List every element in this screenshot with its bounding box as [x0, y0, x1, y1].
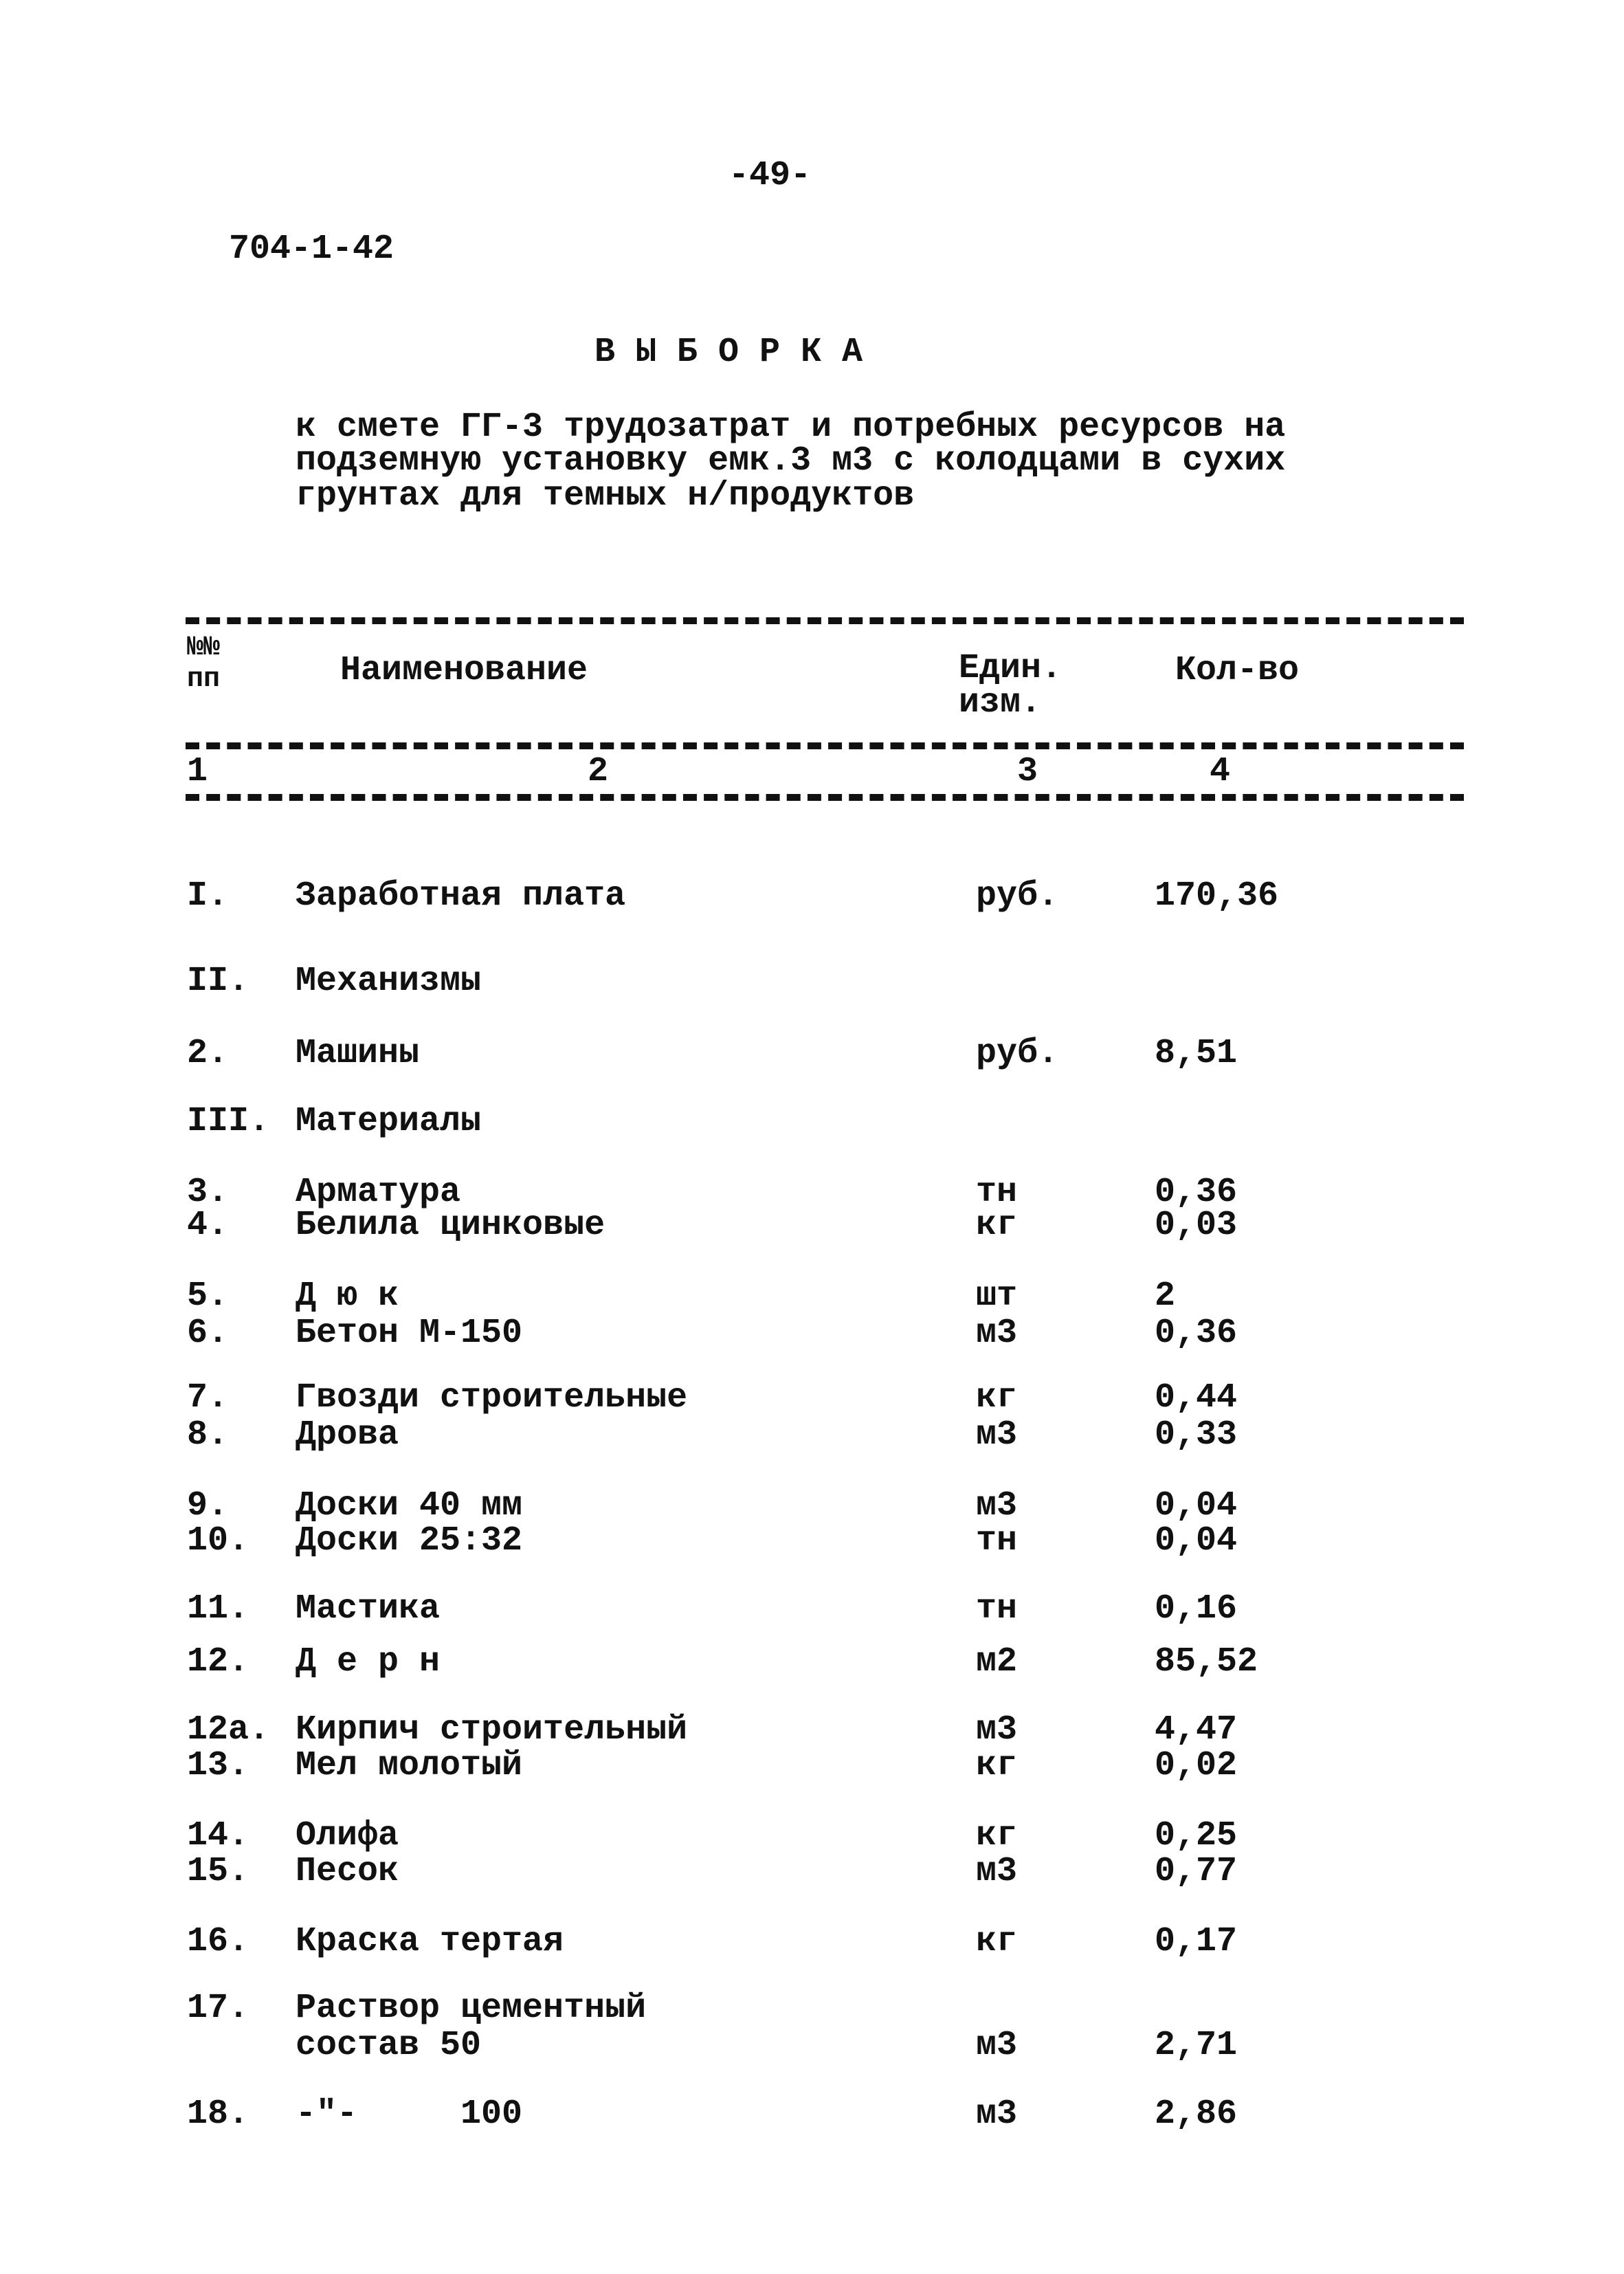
- row-number: 4.: [187, 1206, 229, 1245]
- header-num: №№ пп: [187, 632, 221, 695]
- item-name: Мел молотый: [296, 1746, 523, 1785]
- unit: м3: [976, 1486, 1018, 1525]
- quantity: 2: [1155, 1277, 1176, 1316]
- unit: м3: [976, 1314, 1018, 1353]
- item-name: Бетон М-150: [296, 1314, 523, 1353]
- header-unit: Един. изм.: [959, 649, 1063, 722]
- row-number: 17.: [187, 1989, 249, 2028]
- page-title: В Ы Б О Р К А: [594, 333, 863, 372]
- quantity: 2,71: [1155, 2026, 1238, 2065]
- header-qty: Кол-во: [1175, 651, 1300, 690]
- item-name: Кирпич строительный: [296, 1710, 688, 1749]
- quantity: 4,47: [1155, 1710, 1238, 1749]
- row-number: 3.: [187, 1173, 229, 1212]
- row-number: 6.: [187, 1314, 229, 1353]
- quantity: 8,51: [1155, 1034, 1238, 1073]
- row-number: 10.: [187, 1521, 249, 1560]
- item-name: Дрова: [296, 1415, 399, 1455]
- row-number: 16.: [187, 1922, 249, 1961]
- quantity: 0,36: [1155, 1173, 1238, 1212]
- item-name: Раствор цементный: [296, 1989, 647, 2028]
- quantity: 0,25: [1155, 1816, 1238, 1855]
- quantity: 0,33: [1155, 1415, 1238, 1455]
- quantity: 0,04: [1155, 1521, 1238, 1560]
- unit: м3: [976, 2026, 1018, 2065]
- quantity: 0,04: [1155, 1486, 1238, 1525]
- row-number: 12.: [187, 1642, 249, 1681]
- subtitle-line: грунтах для темных н/продуктов: [296, 476, 915, 516]
- row-number: II.: [187, 962, 249, 1001]
- item-name: Доски 40 мм: [296, 1486, 523, 1525]
- quantity: 0,16: [1155, 1589, 1238, 1629]
- subtitle-line: подземную установку емк.3 м3 с колодцами в сухих: [296, 441, 1286, 481]
- row-number: 15.: [187, 1852, 249, 1891]
- item-name: Д ю к: [296, 1277, 399, 1316]
- quantity: 170,36: [1155, 876, 1279, 916]
- item-name: Д е р н: [296, 1642, 441, 1681]
- unit: кг: [976, 1746, 1018, 1785]
- item-name: Олифа: [296, 1816, 399, 1855]
- col-number: 4: [1210, 752, 1231, 791]
- unit: шт: [976, 1277, 1018, 1316]
- page-number: -49-: [728, 156, 812, 195]
- item-name-continued: состав 50: [296, 2026, 482, 2065]
- row-number: 9.: [187, 1486, 229, 1525]
- quantity: 0,36: [1155, 1314, 1238, 1353]
- unit: м2: [976, 1642, 1018, 1681]
- item-name: Материалы: [296, 1102, 482, 1141]
- document-code: 704-1-42: [229, 230, 394, 269]
- unit: кг: [976, 1378, 1018, 1417]
- col-number: 2: [588, 752, 609, 791]
- row-number: 11.: [187, 1589, 249, 1629]
- header-name: Наименование: [340, 651, 588, 690]
- unit: м3: [976, 1852, 1018, 1891]
- unit: руб.: [976, 876, 1059, 916]
- quantity: 0,44: [1155, 1378, 1238, 1417]
- row-number: 7.: [187, 1378, 229, 1417]
- table-top-rule: [186, 617, 1464, 624]
- row-number: III.: [187, 1102, 270, 1141]
- row-number: 14.: [187, 1816, 249, 1855]
- unit: кг: [976, 1206, 1018, 1245]
- quantity: 0,02: [1155, 1746, 1238, 1785]
- quantity: 2,86: [1155, 2095, 1238, 2134]
- unit: м3: [976, 1415, 1018, 1455]
- item-name: Гвозди строительные: [296, 1378, 688, 1417]
- unit: кг: [976, 1922, 1018, 1961]
- item-name: Машины: [296, 1034, 420, 1073]
- subtitle-line: к смете ГГ-3 трудозатрат и потребных ресурсов на: [296, 408, 1286, 447]
- col-number: 1: [187, 752, 208, 791]
- row-number: 13.: [187, 1746, 249, 1785]
- unit: м3: [976, 2095, 1018, 2134]
- row-number: 18.: [187, 2095, 249, 2134]
- quantity: 85,52: [1155, 1642, 1258, 1681]
- row-number: I.: [187, 876, 229, 916]
- col-number-rule: [186, 794, 1464, 801]
- item-name: Песок: [296, 1852, 399, 1891]
- item-name: Мастика: [296, 1589, 441, 1629]
- unit: тн: [976, 1589, 1018, 1629]
- unit: м3: [976, 1710, 1018, 1749]
- col-number: 3: [1017, 752, 1038, 791]
- unit: тн: [976, 1173, 1018, 1212]
- item-name: Арматура: [296, 1173, 461, 1212]
- item-name: Механизмы: [296, 962, 482, 1001]
- row-number: 8.: [187, 1415, 229, 1455]
- quantity: 0,03: [1155, 1206, 1238, 1245]
- unit: руб.: [976, 1034, 1059, 1073]
- unit: кг: [976, 1816, 1018, 1855]
- quantity: 0,77: [1155, 1852, 1238, 1891]
- quantity: 0,17: [1155, 1922, 1238, 1961]
- item-name: Доски 25:32: [296, 1521, 523, 1560]
- item-name: Заработная плата: [296, 876, 626, 916]
- item-name: Белила цинковые: [296, 1206, 605, 1245]
- unit: тн: [976, 1521, 1018, 1560]
- header-rule: [186, 742, 1464, 749]
- row-number: 5.: [187, 1277, 229, 1316]
- item-name: -"- 100: [296, 2095, 523, 2134]
- item-name: Краска тертая: [296, 1922, 564, 1961]
- row-number: 2.: [187, 1034, 229, 1073]
- row-number: 12а.: [187, 1710, 270, 1749]
